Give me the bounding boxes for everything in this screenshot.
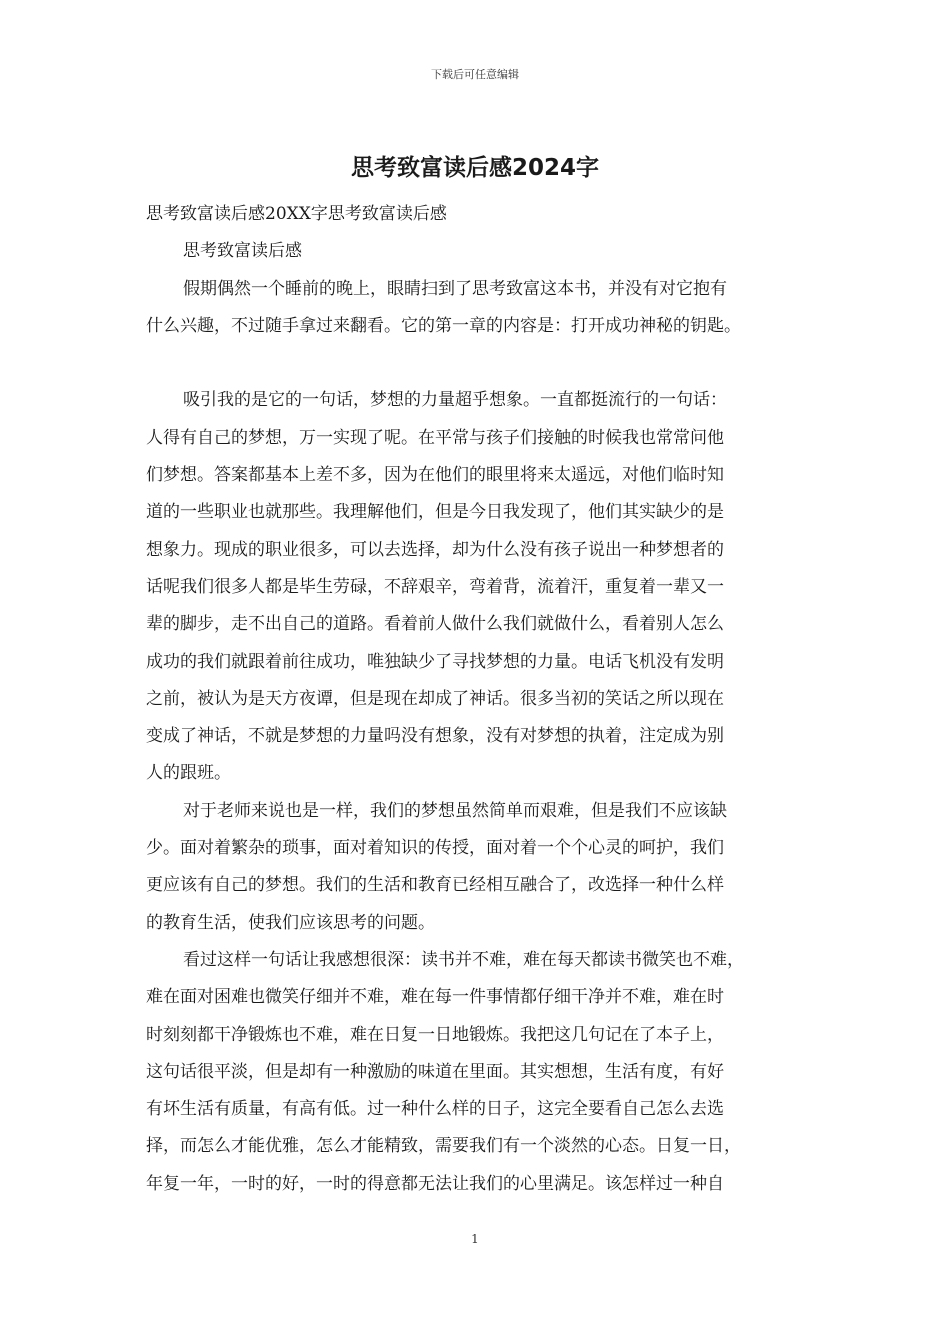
page-header: 下载后可任意编辑	[431, 68, 519, 81]
body-line: 思考致富读后感20XX字思考致富读后感	[146, 204, 447, 224]
body-line: 看过这样一句话让我感想很深：读书并不难，难在每天都读书微笑也不难，	[183, 949, 744, 970]
body-line: 年复一年，一时的好，一时的得意都无法让我们的心里满足。该怎样过一种自	[146, 1173, 724, 1194]
body-line: 思考致富读后感	[183, 241, 302, 262]
body-line: 人得有自己的梦想，万一实现了呢。在平常与孩子们接触的时候我也常常问他	[146, 427, 724, 448]
body-line: 们梦想。答案都基本上差不多，因为在他们的眼里将来太遥远，对他们临时知	[146, 465, 724, 486]
body-line: 成功的我们就跟着前往成功，唯独缺少了寻找梦想的力量。电话飞机没有发明	[146, 651, 724, 672]
body-line: 道的一些职业也就那些。我理解他们，但是今日我发现了，他们其实缺少的是	[146, 502, 724, 523]
body-line: 假期偶然一个睡前的晚上，眼睛扫到了思考致富这本书，并没有对它抱有	[183, 278, 727, 299]
paragraph-gap	[146, 345, 816, 382]
document-body	[146, 196, 816, 1203]
page-number: 1	[471, 1232, 479, 1246]
body-line: 这句话很平淡，但是却有一种激励的味道在里面。其实想想，生活有度，有好	[146, 1061, 724, 1082]
body-line: 更应该有自己的梦想。我们的生活和教育已经相互融合了，改选择一种什么样	[146, 875, 724, 896]
body-line: 的教育生活，使我们应该思考的问题。	[146, 912, 435, 933]
body-line: 想象力。现成的职业很多，可以去选择，却为什么没有孩子说出一种梦想者的	[146, 539, 724, 560]
body-line: 择，而怎么才能优雅，怎么才能精致，需要我们有一个淡然的心态。日复一日，	[146, 1136, 741, 1157]
body-line: 少。面对着繁杂的琐事，面对着知识的传授，面对着一个个心灵的呵护，我们	[146, 838, 724, 859]
body-line: 变成了神话，不就是梦想的力量吗没有想象，没有对梦想的执着，注定成为别	[146, 726, 724, 747]
body-line: 难在面对困难也微笑仔细并不难，难在每一件事情都仔细干净并不难，难在时	[146, 987, 724, 1008]
body-line: 辈的脚步，走不出自己的道路。看着前人做什么我们就做什么，看着别人怎么	[146, 614, 724, 635]
body-line: 话呢我们很多人都是毕生劳碌，不辞艰辛，弯着背，流着汗，重复着一辈又一	[146, 576, 724, 597]
body-line: 之前，被认为是天方夜谭，但是现在却成了神话。很多当初的笑话之所以现在	[146, 688, 724, 709]
body-line: 对于老师来说也是一样，我们的梦想虽然简单而艰难，但是我们不应该缺	[183, 800, 727, 821]
body-line: 有坏生活有质量，有高有低。过一种什么样的日子，这完全要看自己怎么去选	[146, 1099, 724, 1120]
body-line: 人的跟班。	[146, 763, 231, 784]
document-title: 思考致富读后感2024字	[350, 155, 599, 181]
body-line: 什么兴趣，不过随手拿过来翻看。它的第一章的内容是：打开成功神秘的钥匙。	[146, 315, 741, 336]
body-line: 吸引我的是它的一句话，梦想的力量超乎想象。一直都挺流行的一句话：	[183, 390, 727, 411]
body-line: 时刻刻都干净锻炼也不难，难在日复一日地锻炼。我把这几句记在了本子上，	[146, 1024, 724, 1045]
